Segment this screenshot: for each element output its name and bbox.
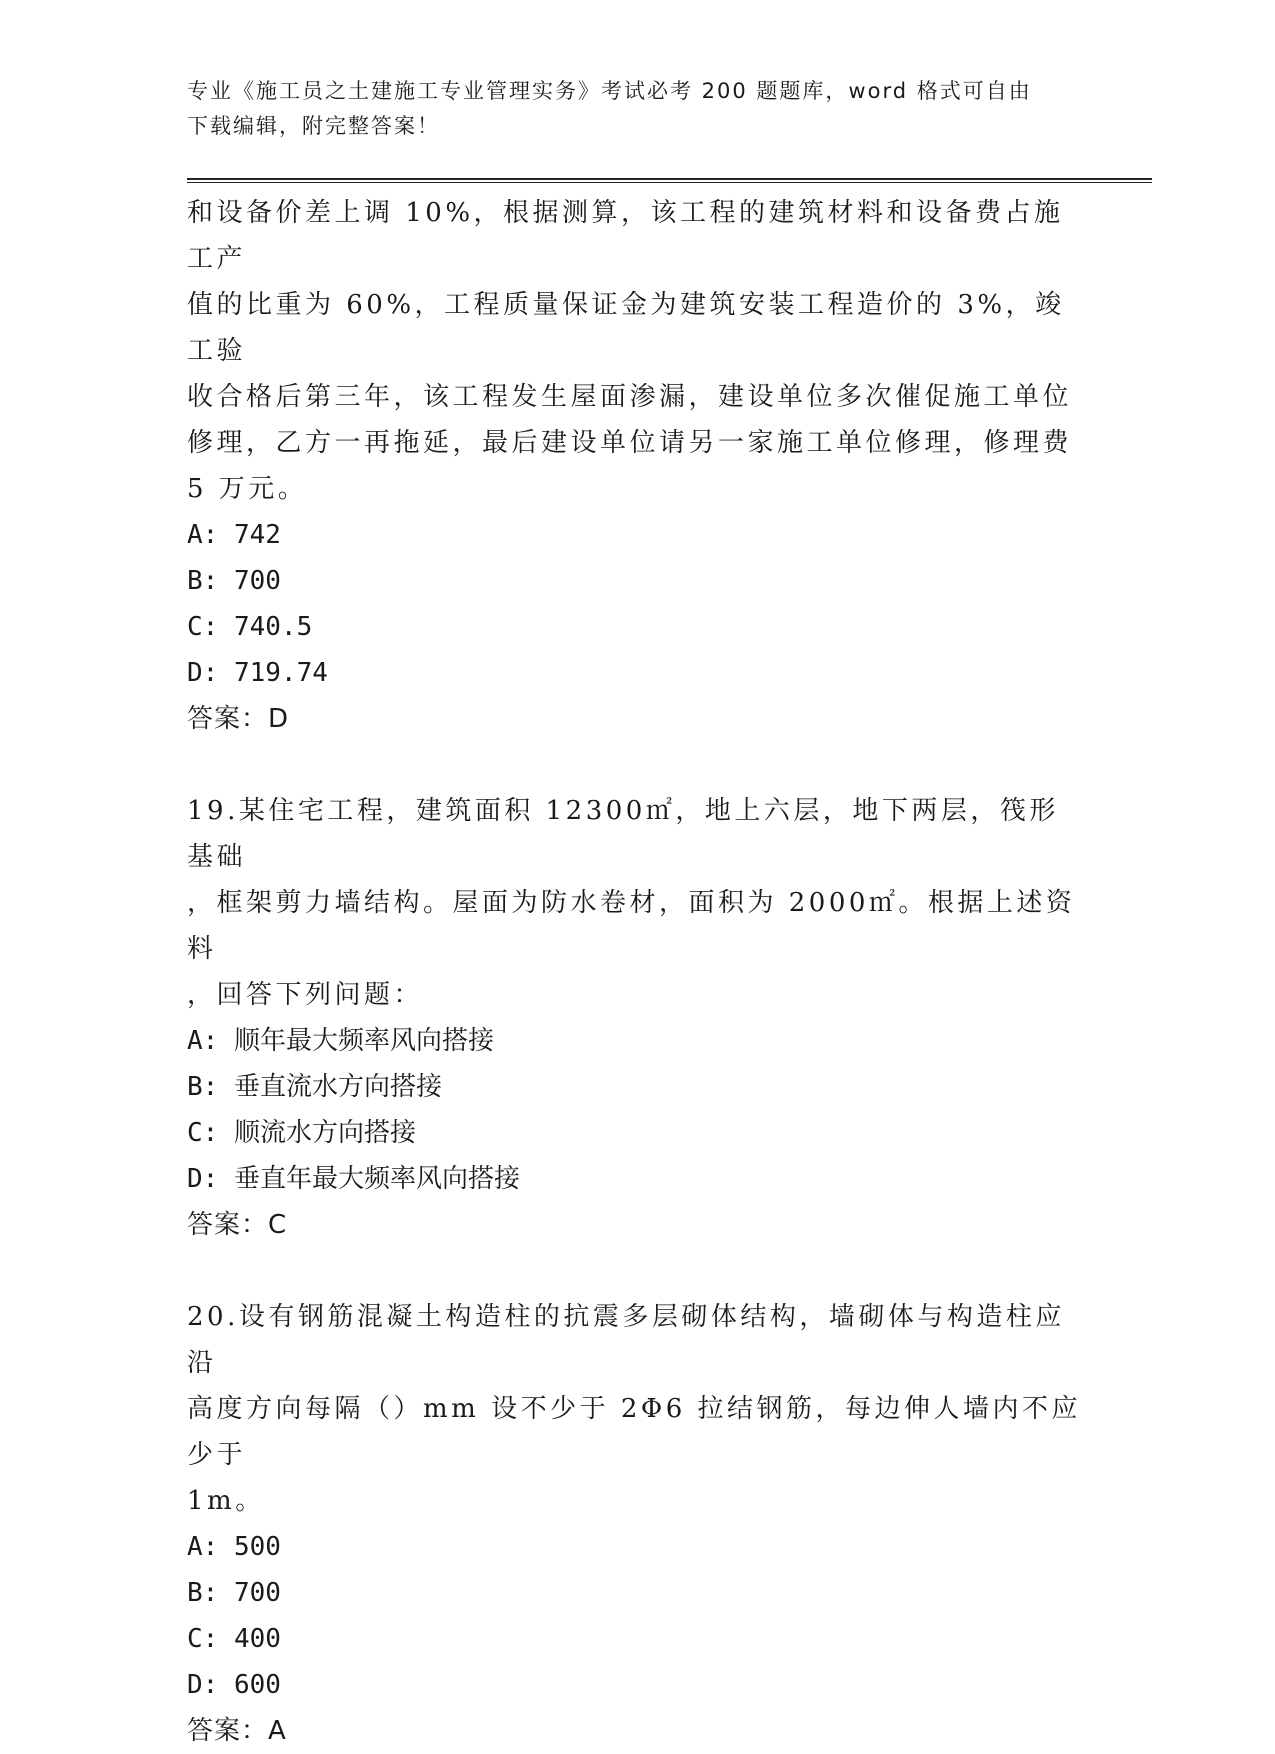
header-line-2: 下载编辑，附完整答案！ [187, 114, 440, 138]
question-text-line: ，框架剪力墙结构。屋面为防水卷材，面积为 2000㎡。根据上述资料 [187, 888, 1076, 964]
option-a: A: 顺年最大频率风向搭接 [187, 1026, 494, 1056]
option-a: A: 742 [187, 520, 281, 550]
option-b: B: 700 [187, 1578, 281, 1608]
option-b: B: 700 [187, 566, 281, 596]
question-text-line: 19.某住宅工程，建筑面积 12300㎡，地上六层，地下两层，筏形基础 [187, 796, 1059, 872]
option-c: C: 顺流水方向搭接 [187, 1118, 416, 1148]
header-line-1: 专业《施工员之土建施工专业管理实务》考试必考 200 题题库，word 格式可自由 [187, 79, 1032, 103]
document-header [187, 74, 1067, 144]
question-text-line: 高度方向每隔（）mm 设不少于 2Φ6 拉结钢筋，每边伸人墙内不应少于 [187, 1394, 1082, 1470]
question-text-line: 20.设有钢筋混凝土构造柱的抗震多层砌体结构，墙砌体与构造柱应沿 [187, 1302, 1065, 1378]
question-18 [187, 190, 1087, 742]
option-a: A: 500 [187, 1532, 281, 1562]
question-text-line: ，回答下列问题： [187, 980, 424, 1010]
option-d: D: 600 [187, 1670, 281, 1700]
question-20 [187, 1294, 1087, 1754]
question-text-line: 收合格后第三年，该工程发生屋面渗漏，建设单位多次催促施工单位 [187, 382, 1073, 412]
answer: 答案：C [187, 1210, 288, 1240]
option-d: D: 719.74 [187, 658, 328, 688]
question-text-line: 值的比重为 60%，工程质量保证金为建筑安装工程造价的 3%，竣工验 [187, 290, 1065, 366]
question-text-line: 5 万元。 [187, 474, 308, 504]
option-b: B: 垂直流水方向搭接 [187, 1072, 442, 1102]
question-spacer [187, 742, 1087, 788]
header-divider [187, 178, 1152, 183]
option-c: C: 400 [187, 1624, 281, 1654]
option-d: D: 垂直年最大频率风向搭接 [187, 1164, 520, 1194]
option-c: C: 740.5 [187, 612, 313, 642]
question-19 [187, 788, 1087, 1248]
answer: 答案：D [187, 704, 290, 734]
question-spacer [187, 1248, 1087, 1294]
document-body [187, 190, 1087, 1754]
question-text-line: 1m。 [187, 1486, 265, 1516]
question-text-line: 和设备价差上调 10%，根据测算，该工程的建筑材料和设备费占施工产 [187, 198, 1064, 274]
answer: 答案：A [187, 1716, 287, 1746]
question-text-line: 修理，乙方一再拖延，最后建设单位请另一家施工单位修理，修理费 [187, 428, 1073, 458]
